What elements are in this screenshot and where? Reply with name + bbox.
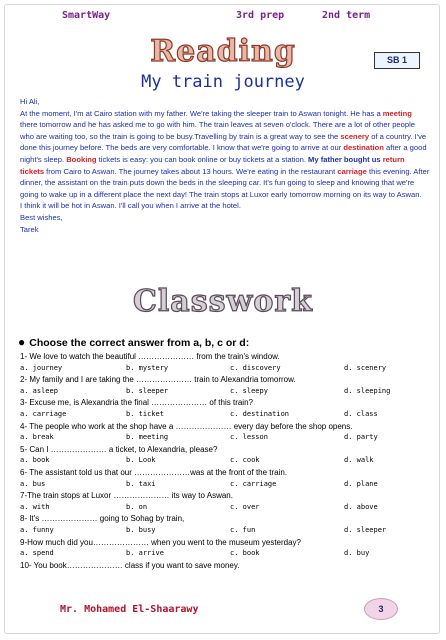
option-c[interactable]: c. cook (230, 456, 260, 465)
question-text: 6- The assistant told us that our …………………was at the front of the train. (20, 467, 288, 477)
header-grade: 3rd prep (236, 10, 285, 21)
teacher-name: Mr. Mohamed El-Shaarawy (60, 604, 199, 615)
letter-greeting: Hi Ali, (20, 97, 40, 106)
option-c[interactable]: c. discovery (230, 363, 281, 372)
sb-badge: SB 1 (374, 52, 420, 69)
text-run: of a country. I've done this journey before. The beds are very comfortable. I know that we're going to arrive at our (20, 131, 427, 153)
letter-paragraph (20, 108, 430, 201)
option-b[interactable]: b. ticket (126, 409, 164, 418)
option-c[interactable]: c. fun (230, 525, 256, 534)
question-list (20, 351, 430, 571)
answer-options (20, 409, 430, 421)
option-c[interactable]: c. book (230, 549, 260, 558)
header-brand: SmartWay (62, 10, 111, 21)
option-d[interactable]: d. above (344, 502, 378, 511)
option-c[interactable]: c. destination (230, 409, 290, 418)
option-b[interactable]: b. on (126, 502, 148, 511)
instruction-text: Choose the correct answer from a, b, c or d: (29, 337, 250, 349)
option-b[interactable]: b. meeting (126, 433, 169, 442)
answer-options (20, 502, 430, 514)
option-b[interactable]: b. Look (126, 456, 156, 465)
question-text: 2- My family and I are taking the ………………… train to Alexandria tomorrow. (20, 375, 296, 385)
classwork-title: Classwork (133, 284, 313, 319)
answer-options (20, 455, 430, 467)
vocab-destination: destination (343, 143, 384, 153)
option-b[interactable]: b. arrive (126, 549, 164, 558)
question-text: 3- Excuse me, is Alexandria the final ………………… of this train? (20, 398, 253, 408)
option-a[interactable]: a. with (20, 502, 50, 511)
question-text: 9-How much did you………………… when you went to the museum yesterday? (20, 537, 302, 547)
option-a[interactable]: a. carriage (20, 409, 67, 418)
option-b[interactable]: b. mystery (126, 363, 169, 372)
option-a[interactable]: a. book (20, 456, 50, 465)
option-b[interactable]: b. taxi (126, 479, 156, 488)
option-d[interactable]: d. class (344, 409, 378, 418)
page-number: 3 (364, 598, 398, 620)
question-text: 5- Can I ………………… a ticket, to Alexandria, please? (20, 444, 218, 454)
text-run: this evening. After dinner, the assistant on the train puts down the beds in the sleeping car. It's fun going to sleep and knowing that we're going to wake up in a different place the next day! The train stops at Luxor early tomorrow morning on its way to Aswan. (20, 166, 430, 199)
option-a[interactable]: a. spend (20, 549, 54, 558)
passage-subtitle: My train journey (141, 72, 305, 92)
option-d[interactable]: d. scenery (344, 363, 387, 372)
answer-options (20, 386, 430, 398)
vocab-meeting: meeting (382, 108, 412, 118)
text-run: tickets is easy: you can book online or buy tickets at a station. (96, 154, 309, 164)
text-run: there tomorrow and he has asked me to go with him. The train leaves at seven o'clock. There are a lot of other people who are waiting too, so the train is going to be busy.Travelling by train is a great way to see the (20, 120, 415, 141)
option-d[interactable]: d. sleeper (344, 525, 387, 534)
answer-options (20, 479, 430, 491)
option-d[interactable]: d. plane (344, 479, 378, 488)
reading-passage (20, 96, 430, 235)
text-run: My father bought us (308, 154, 383, 164)
header-term: 2nd term (322, 10, 371, 21)
exercise-instruction (18, 335, 249, 349)
option-a[interactable]: a. break (20, 433, 54, 442)
option-c[interactable]: c. carriage (230, 479, 277, 488)
letter-signature: Tarek (20, 224, 39, 234)
option-d[interactable]: d. sleeping (344, 386, 391, 395)
answer-options (20, 548, 430, 560)
vocab-return-tickets: return tickets (20, 154, 405, 176)
question-text: 8- It's ………………… going to Sohag by train, (20, 514, 185, 524)
option-a[interactable]: a. journey (20, 363, 63, 372)
option-c[interactable]: c. over (230, 502, 260, 511)
question-text: 4- The people who work at the shop have a ………………… every day before the shop opens. (20, 421, 353, 431)
question-text: 7-The train stops at Luxor ………………… its way to Aswan. (20, 491, 233, 501)
text-run: from Cairo to Aswan. The journey takes about 13 hours. We're eating in the restaurant (44, 166, 338, 176)
letter-paragraph-2: I think it will be hot in Aswan. I'll call you when I arrive at the hotel. (20, 201, 241, 211)
text-run: after a good night's sleep. (20, 143, 427, 164)
option-c[interactable]: c. sleepy (230, 386, 268, 395)
option-a[interactable]: a. funny (20, 525, 54, 534)
question-text: 10- You book………………… class if you want to save money. (20, 560, 240, 570)
answer-options (20, 432, 430, 444)
vocab-scenery: scenery (340, 131, 370, 141)
option-d[interactable]: d. buy (344, 549, 370, 558)
option-d[interactable]: d. party (344, 433, 378, 442)
option-c[interactable]: c. lesson (230, 433, 268, 442)
text-run: At the moment, I'm at Cairo station with my father. We're taking the sleeper train to Aswan tonight. He has a (20, 108, 383, 118)
option-a[interactable]: a. asleep (20, 386, 58, 395)
answer-options (20, 525, 430, 537)
answer-options (20, 363, 430, 375)
option-b[interactable]: b. sleeper (126, 386, 169, 395)
option-b[interactable]: b. busy (126, 525, 156, 534)
vocab-carriage: carriage (337, 166, 367, 176)
option-d[interactable]: d. walk (344, 456, 374, 465)
option-a[interactable]: a. bus (20, 479, 46, 488)
reading-title: Reading (150, 34, 296, 69)
question-text: 1- We love to watch the beautiful ………………… from the train's window. (20, 352, 280, 361)
vocab-booking: Booking (66, 154, 97, 164)
letter-closing: Best wishes, (20, 212, 63, 222)
bullet-icon: ● (18, 335, 26, 349)
